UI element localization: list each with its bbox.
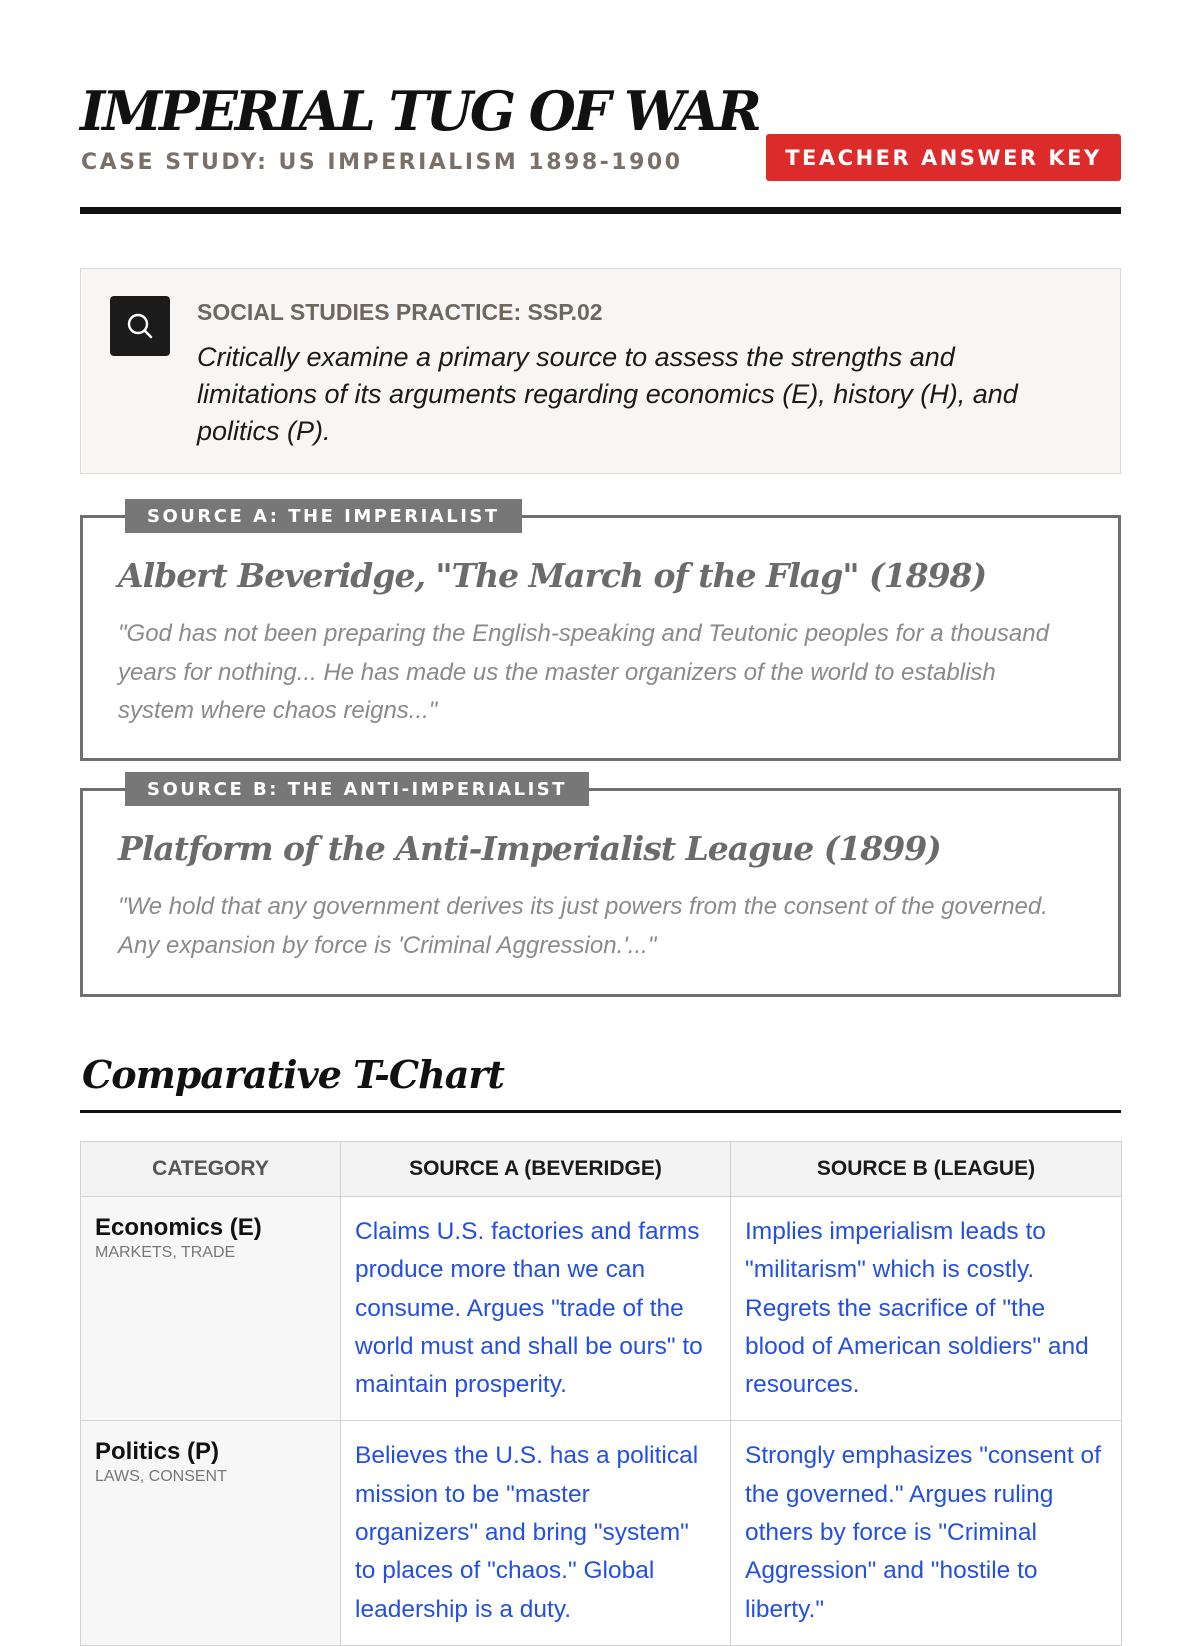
- tchart-heading: Comparative T-Chart: [82, 1052, 504, 1097]
- source-b-answer-cell: [731, 1421, 1122, 1645]
- practice-description: Critically examine a primary source to assess the strengths and limitations of its arguments regarding economics (E), history (H), and politics (P).: [197, 342, 1018, 446]
- source-b-quote: "We hold that any government derives its just powers from the consent of the governed. Any expansion by force is 'Criminal Aggression.'...": [118, 893, 1048, 959]
- search-icon: [110, 296, 170, 356]
- table-row: [81, 1421, 1122, 1645]
- table-row: [81, 1197, 1122, 1421]
- category-name: Politics (P): [95, 1438, 220, 1466]
- column-header-source-b: SOURCE B (LEAGUE): [731, 1142, 1122, 1197]
- source-a-answer-cell: [341, 1197, 731, 1421]
- category-cell: [81, 1197, 341, 1421]
- practice-box: [80, 268, 1121, 474]
- category-name: Economics (E): [95, 1214, 262, 1241]
- tchart-table: [80, 1141, 1122, 1646]
- source-a-title: Albert Beveridge, "The March of the Flag" (1898): [118, 556, 987, 595]
- column-header-category: CATEGORY: [81, 1142, 341, 1197]
- category-cell: [81, 1421, 341, 1645]
- page-subtitle: CASE STUDY: US IMPERIALISM 1898-1900: [81, 150, 683, 175]
- answer-key-badge: TEACHER ANSWER KEY: [766, 134, 1121, 181]
- source-a-answer: Claims U.S. factories and farms produce more than we can consume. Argues "trade of the world must and shall be ours" to maintain prosperity.: [355, 1218, 703, 1399]
- source-b-answer: Implies imperialism leads to "militarism" which is costly. Regrets the sacrifice of "the blood of American soldiers" and resources.: [745, 1218, 1089, 1399]
- source-a-quote: "God has not been preparing the English-speaking and Teutonic peoples for a thousand years for nothing... He has made us the master organizers of the world to establish system where chaos reigns...": [118, 620, 1049, 724]
- category-subtitle: LAWS, CONSENT: [95, 1468, 227, 1486]
- source-b-tab: SOURCE B: THE ANTI-IMPERIALIST: [125, 772, 589, 806]
- source-b-title: Platform of the Anti-Imperialist League (1899): [118, 829, 941, 868]
- source-b-box: [80, 778, 1121, 997]
- source-a-answer: Believes the U.S. has a political mission to be "master organizers" and bring "system" to places of "chaos." Global leadership is a duty.: [355, 1442, 699, 1623]
- category-subtitle: MARKETS, TRADE: [95, 1244, 236, 1261]
- tchart-divider: [80, 1110, 1121, 1113]
- source-a-answer-cell: [341, 1421, 731, 1645]
- source-a-box: [80, 505, 1121, 761]
- header-divider: [80, 207, 1121, 214]
- source-b-answer-cell: [731, 1197, 1122, 1421]
- page-title: IMPERIAL TUG OF WAR: [80, 79, 759, 143]
- tchart-header-row: [81, 1142, 1122, 1197]
- practice-label: SOCIAL STUDIES PRACTICE: SSP.02: [197, 299, 603, 325]
- source-b-answer: Strongly emphasizes "consent of the governed." Argues ruling others by force is "Criminal Aggression" and "hostile to liberty.": [745, 1442, 1101, 1623]
- source-a-tab: SOURCE A: THE IMPERIALIST: [125, 499, 522, 533]
- column-header-source-a: SOURCE A (BEVERIDGE): [341, 1142, 731, 1197]
